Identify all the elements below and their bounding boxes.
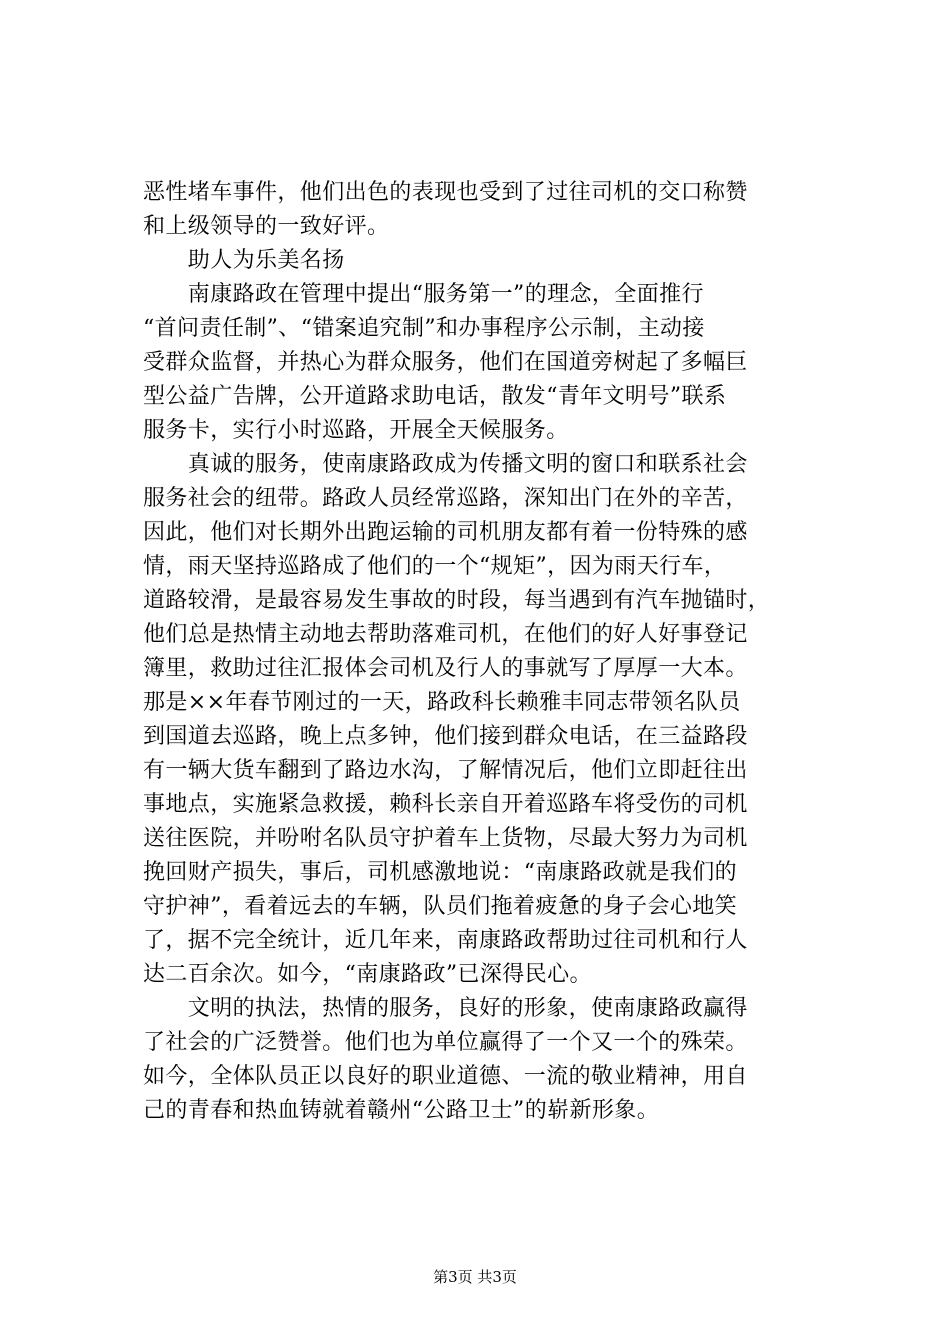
body-text <box>143 176 843 1128</box>
text-line: 文明的执法，热情的服务，良好的形象，使南康路政赢得 <box>143 996 748 1021</box>
text-line: 真诚的服务，使南康路政成为传播文明的窗口和联系社会 <box>143 452 748 477</box>
text-line: 送往医院，并吩咐名队员守护着车上货物，尽最大努力为司机 <box>143 826 748 851</box>
text-line: 如今，全体队员正以良好的职业道德、一流的敬业精神，用自 <box>143 1064 748 1089</box>
text-line: 型公益广告牌，公开道路求助电话，散发“青年文明号”联系 <box>143 384 727 409</box>
page-footer: 第3页 共3页 <box>433 1268 517 1286</box>
text-line: 守护神”，看着远去的车辆，队员们拖着疲惫的身子会心地笑 <box>143 894 738 919</box>
text-line: 到国道去巡路，晚上点多钟，他们接到群众电话，在三益路段 <box>143 724 748 749</box>
text-line: 事地点，实施紧急救援，赖科长亲自开着巡路车将受伤的司机 <box>143 792 748 817</box>
section-heading: 助人为乐美名扬 <box>143 248 345 273</box>
text-line: 有一辆大货车翻到了路边水沟，了解情况后，他们立即赶往出 <box>143 758 748 783</box>
text-line: 和上级领导的一致好评。 <box>143 214 390 239</box>
text-line: 了，据不完全统计，近几年来，南康路政帮助过往司机和行人 <box>143 928 748 953</box>
text-line: 服务社会的纽带。路政人员经常巡路，深知出门在外的辛苦， <box>143 486 748 511</box>
text-line: 服务卡，实行小时巡路，开展全天候服务。 <box>143 418 569 443</box>
text-line: 受群众监督，并热心为群众服务，他们在国道旁树起了多幅巨 <box>143 350 748 375</box>
text-line: 他们总是热情主动地去帮助落难司机，在他们的好人好事登记 <box>143 622 748 647</box>
text-line: 那是××年春节刚过的一天，路政科长赖雅丰同志带领名队员 <box>143 690 741 715</box>
text-line: 了社会的广泛赞誉。他们也为单位赢得了一个又一个的殊荣。 <box>143 1030 748 1055</box>
text-line: 簿里，救助过往汇报体会司机及行人的事就写了厚厚一大本。 <box>143 656 748 681</box>
text-line: 南康路政在管理中提出“服务第一”的理念，全面推行 <box>143 282 704 307</box>
text-line: “首问责任制”、“错案追究制”和办事程序公示制，主动接 <box>143 316 705 341</box>
text-line: 道路较滑，是最容易发生事故的时段，每当遇到有汽车抛锚时， <box>143 588 771 613</box>
text-line: 己的青春和热血铸就着赣州“公路卫士”的崭新形象。 <box>143 1098 660 1123</box>
text-line: 情，雨天坚持巡路成了他们的一个“规矩”，因为雨天行车， <box>143 554 727 579</box>
text-line: 达二百余次。如今，“南康路政”已深得民心。 <box>143 962 592 987</box>
text-line: 恶性堵车事件，他们出色的表现也受到了过往司机的交口称赞 <box>143 180 748 205</box>
text-line: 挽回财产损失，事后，司机感激地说：“南康路政就是我们的 <box>143 860 738 885</box>
text-line: 因此，他们对长期外出跑运输的司机朋友都有着一份特殊的感 <box>143 520 748 545</box>
